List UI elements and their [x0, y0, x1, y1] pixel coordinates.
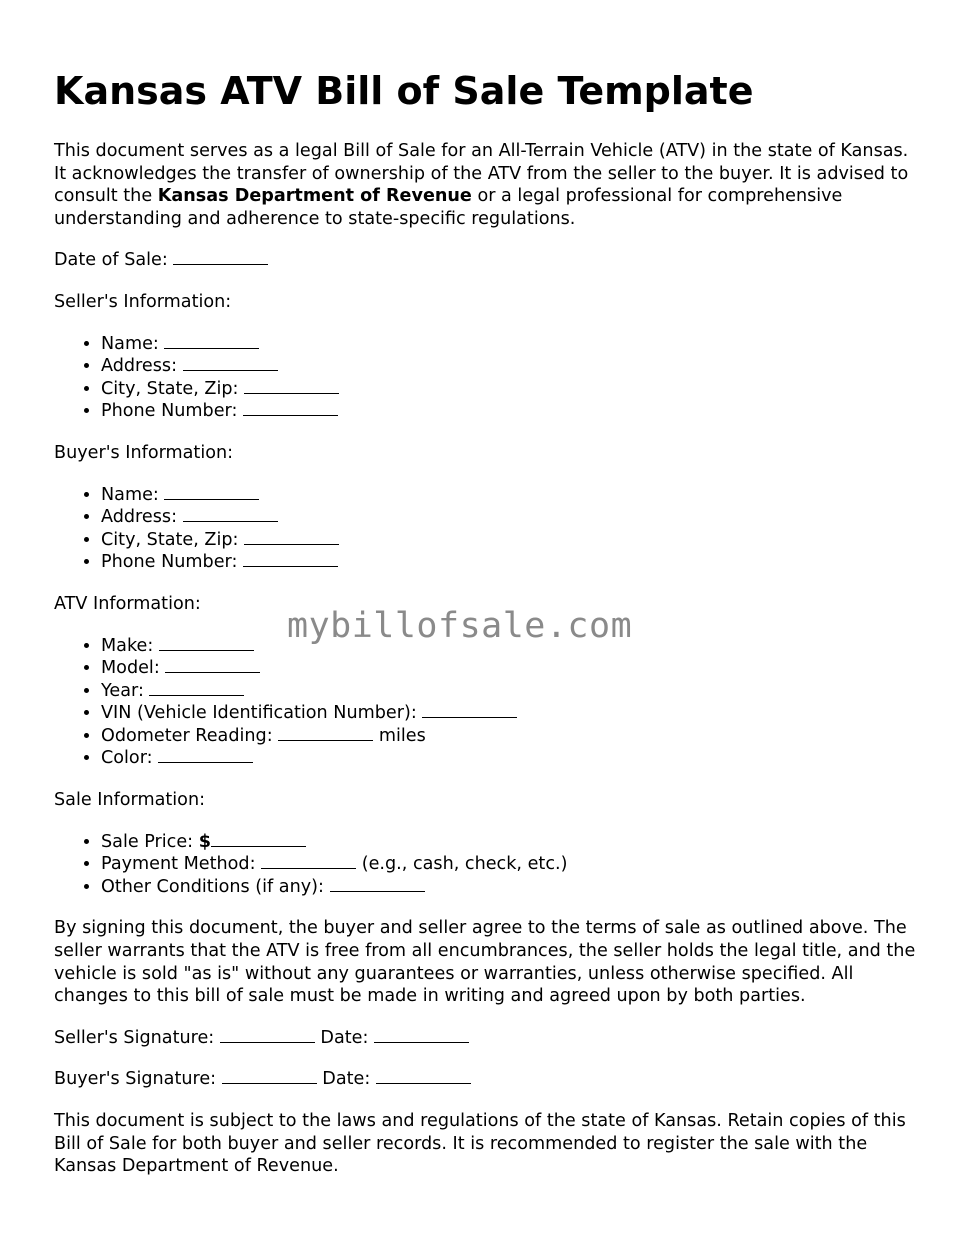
atv-model-label: Model:: [101, 658, 160, 679]
atv-year-label: Year:: [101, 680, 144, 701]
seller-address-blank[interactable]: [183, 355, 278, 371]
buyer-signature-blank[interactable]: [222, 1068, 317, 1084]
list-item: [101, 725, 920, 748]
buyer-name-label: Name:: [101, 484, 159, 505]
atv-odometer-label: Odometer Reading:: [101, 725, 273, 746]
sale-price-label: Sale Price:: [101, 831, 194, 852]
seller-date-label: Date:: [320, 1027, 369, 1048]
atv-make-blank[interactable]: [159, 635, 254, 651]
seller-list: [54, 333, 920, 423]
atv-color-label: Color:: [101, 748, 153, 769]
intro-text-after: or a legal professional for comprehensive understanding and adherence to state-specific regulations.: [54, 186, 843, 229]
list-item: [101, 551, 920, 574]
list-item: [101, 378, 920, 401]
buyer-heading: Buyer's Information:: [54, 442, 234, 463]
sale-list: [54, 831, 920, 899]
sale-price-blank[interactable]: [211, 831, 306, 847]
sale-heading: Sale Information:: [54, 790, 206, 811]
seller-signature-blank[interactable]: [220, 1027, 315, 1043]
atv-odometer-blank[interactable]: [278, 725, 373, 741]
list-item: [101, 400, 920, 423]
buyer-phone-blank[interactable]: [243, 551, 338, 567]
buyer-date-blank[interactable]: [376, 1068, 471, 1084]
buyer-list: [54, 484, 920, 574]
list-item: [101, 506, 920, 529]
intro-text-before: This document serves as a legal Bill of Sale for an All-Terrain Vehicle (ATV) in the state of Kansas. It acknowledges the transfer of ownership of the ATV from the seller to the buyer. It is advised to consult the: [54, 141, 909, 207]
dollar-sign: $: [198, 831, 211, 852]
buyer-address-label: Address:: [101, 507, 177, 528]
date-of-sale-label: Date of Sale:: [54, 250, 168, 271]
buyer-signature-line: [54, 1068, 920, 1091]
intro-paragraph: [54, 140, 920, 230]
other-conditions-blank[interactable]: [330, 876, 425, 892]
buyer-address-blank[interactable]: [183, 506, 278, 522]
atv-odometer-unit: miles: [378, 725, 426, 746]
payment-method-label: Payment Method:: [101, 854, 256, 875]
seller-phone-label: Phone Number:: [101, 401, 238, 422]
list-item: [101, 355, 920, 378]
seller-name-label: Name:: [101, 333, 159, 354]
list-item: [101, 702, 920, 725]
seller-address-label: Address:: [101, 356, 177, 377]
list-item: [101, 333, 920, 356]
atv-color-blank[interactable]: [158, 747, 253, 763]
intro-bold-agency: Kansas Department of Revenue: [157, 186, 472, 207]
list-item: [101, 657, 920, 680]
seller-phone-blank[interactable]: [243, 400, 338, 416]
payment-method-blank[interactable]: [261, 853, 356, 869]
seller-city-blank[interactable]: [244, 378, 339, 394]
seller-heading: Seller's Information:: [54, 291, 232, 312]
list-item: [101, 529, 920, 552]
seller-date-blank[interactable]: [374, 1027, 469, 1043]
document-title: Kansas ATV Bill of Sale Template: [54, 69, 754, 113]
atv-heading: ATV Information:: [54, 593, 201, 614]
list-item: [101, 680, 920, 703]
buyer-signature-label: Buyer's Signature:: [54, 1069, 217, 1090]
buyer-date-label: Date:: [322, 1069, 371, 1090]
list-item: [101, 484, 920, 507]
atv-make-label: Make:: [101, 635, 154, 656]
seller-signature-label: Seller's Signature:: [54, 1027, 215, 1048]
seller-name-blank[interactable]: [164, 333, 259, 349]
date-of-sale-line: [54, 249, 920, 272]
buyer-city-label: City, State, Zip:: [101, 529, 239, 550]
buyer-phone-label: Phone Number:: [101, 552, 238, 573]
other-conditions-label: Other Conditions (if any):: [101, 876, 324, 897]
closing-paragraph: This document is subject to the laws and regulations of the state of Kansas. Retain copies of this Bill of Sale for both buyer and seller records. It is recommended to register the sale with the Kansas Department of Revenue.: [54, 1111, 906, 1177]
list-item: [101, 747, 920, 770]
atv-vin-blank[interactable]: [422, 702, 517, 718]
list-item: [101, 853, 920, 876]
atv-model-blank[interactable]: [165, 657, 260, 673]
buyer-city-blank[interactable]: [244, 529, 339, 545]
atv-list: [54, 635, 920, 771]
agreement-paragraph: By signing this document, the buyer and seller agree to the terms of sale as outlined above. The seller warrants that the ATV is free from all encumbrances, the seller holds the legal title, and the vehicle is sold "as is" without any guarantees or warranties, unless otherwise specified. All changes to this bill of sale must be made in writing and agreed upon by both parties.: [54, 918, 916, 1007]
atv-vin-label: VIN (Vehicle Identification Number):: [101, 703, 417, 724]
watermark-text: mybillofsale.com: [287, 606, 633, 646]
atv-year-blank[interactable]: [149, 680, 244, 696]
list-item: [101, 876, 920, 899]
seller-city-label: City, State, Zip:: [101, 378, 239, 399]
payment-method-note: (e.g., cash, check, etc.): [361, 854, 568, 875]
list-item: [101, 831, 920, 854]
buyer-name-blank[interactable]: [164, 484, 259, 500]
date-of-sale-blank[interactable]: [173, 249, 268, 265]
seller-signature-line: [54, 1027, 920, 1050]
